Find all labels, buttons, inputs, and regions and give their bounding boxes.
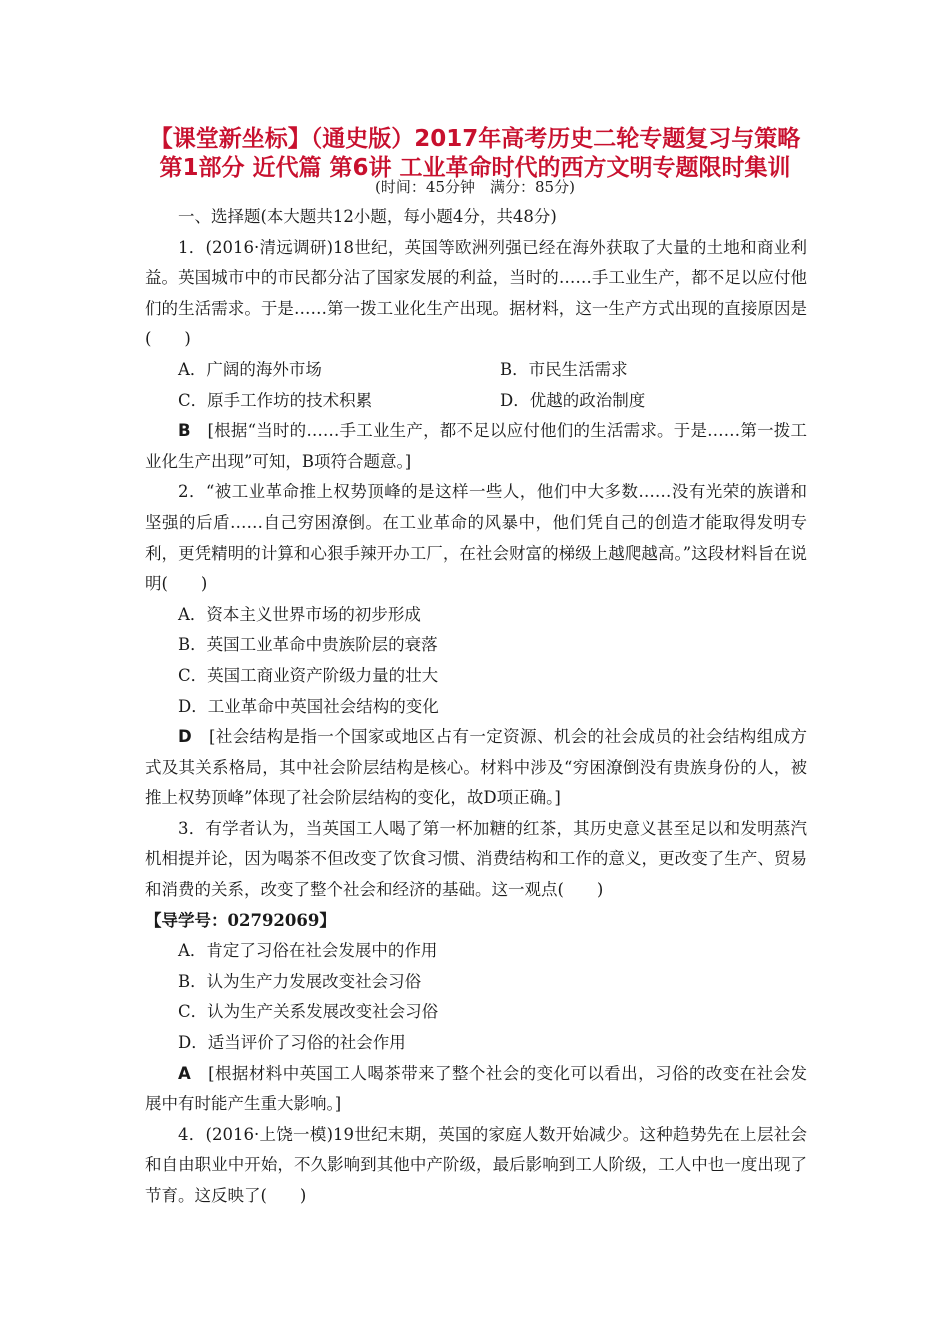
question-1-stem: 1．(2016·清远调研)18世纪，英国等欧洲列强已经在海外获取了大量的土地和商业利益。英国城市中的市民都分沾了国家发展的利益，当时的……手工业生产，都不足以应付他们的生活需求。于是……第一拨工业化生产出现。据材料，这一生产方式出现的直接原因是( ) (145, 237, 807, 349)
question-1-option-b: B．市民生活需求 (500, 359, 628, 379)
question-3-option-a: A．肯定了习俗在社会发展中的作用 (178, 941, 438, 961)
question-4-stem: 4．(2016·上饶一模)19世纪末期，英国的家庭人数开始减少。这种趋势先在上层社会和自由职业中开始，不久影响到其他中产阶级，最后影响到工人阶级，工人中也一度出现了节育。这反映了( ) (145, 1124, 807, 1205)
question-1-option-a: A．广阔的海外市场 (178, 359, 322, 379)
question-2-option-d: D．工业革命中英国社会结构的变化 (178, 696, 439, 716)
question-2-answer-letter: D (178, 727, 192, 747)
document-title-line2: 第1部分 近代篇 第6讲 工业革命时代的西方文明专题限时集训 (159, 155, 791, 181)
question-3-explanation: [根据材料中英国工人喝茶带来了整个社会的变化可以看出，习俗的改变在社会发展中有时能产生重大影响。] (145, 1063, 807, 1114)
question-2-explanation: [社会结构是指一个国家或地区占有一定资源、机会的社会成员的社会结构组成方式及其关系格局，其中社会阶层结构是核心。材料中涉及“穷困潦倒没有贵族身份的人，被推上权势顶峰”体现了社会阶层结构的变化，故D项正确。] (145, 727, 807, 808)
question-1-option-d: D．优越的政治制度 (500, 390, 646, 410)
question-1-explanation: [根据“当时的……手工业生产，都不足以应付他们的生活需求。于是……第一拨工业化生产出现”可知，B项符合题意。] (145, 421, 807, 471)
section-heading: 一、选择题(本大题共12小题，每小题4分，共48分) (178, 207, 557, 226)
question-3-option-d: D．适当评价了习俗的社会作用 (178, 1033, 406, 1053)
question-1-options-row-1 (145, 355, 807, 386)
document-body (145, 202, 807, 1212)
question-3-guide-code: 【导学号：02792069】 (145, 910, 336, 930)
question-2-answer (145, 722, 807, 814)
question-2-stem: 2．“被工业革命推上权势顶峰的是这样一些人，他们中大多数……没有光荣的族谱和坚强的后盾……自己穷困潦倒。在工业革命的风暴中，他们凭自己的创造才能取得发明专利，更凭精明的计算和心狠手辣开办工厂，在社会财富的梯级上越爬越高。”这段材料旨在说明( ) (145, 482, 807, 594)
document-title-line1: 【课堂新坐标】（通史版）2017年高考历史二轮专题复习与策略 (149, 126, 801, 152)
question-3-option-b: B．认为生产力发展改变社会习俗 (178, 971, 422, 991)
question-3-stem: 3．有学者认为，当英国工人喝了第一杯加糖的红茶，其历史意义甚至足以和发明蒸汽机相提并论，因为喝茶不但改变了饮食习惯、消费结构和工作的意义，更改变了生产、贸易和消费的关系，改变了整个社会和经济的基础。这一观点( ) (145, 818, 807, 900)
question-1-option-c: C．原手工作坊的技术积累 (178, 390, 373, 410)
question-1-answer (145, 416, 807, 477)
question-2-option-b: B．英国工业革命中贵族阶层的衰落 (178, 635, 438, 655)
question-1-options-row-2 (145, 386, 807, 417)
question-2-option-c: C．英国工商业资产阶级力量的壮大 (178, 665, 439, 685)
question-3-answer (145, 1059, 807, 1120)
exam-meta: (时间：45分钟 满分：85分) (375, 178, 575, 196)
question-2-option-a: A．资本主义世界市场的初步形成 (178, 604, 421, 624)
question-3-answer-letter: A (178, 1063, 191, 1083)
question-1-answer-letter: B (178, 421, 191, 441)
question-3-option-c: C．认为生产关系发展改变社会习俗 (178, 1002, 439, 1022)
